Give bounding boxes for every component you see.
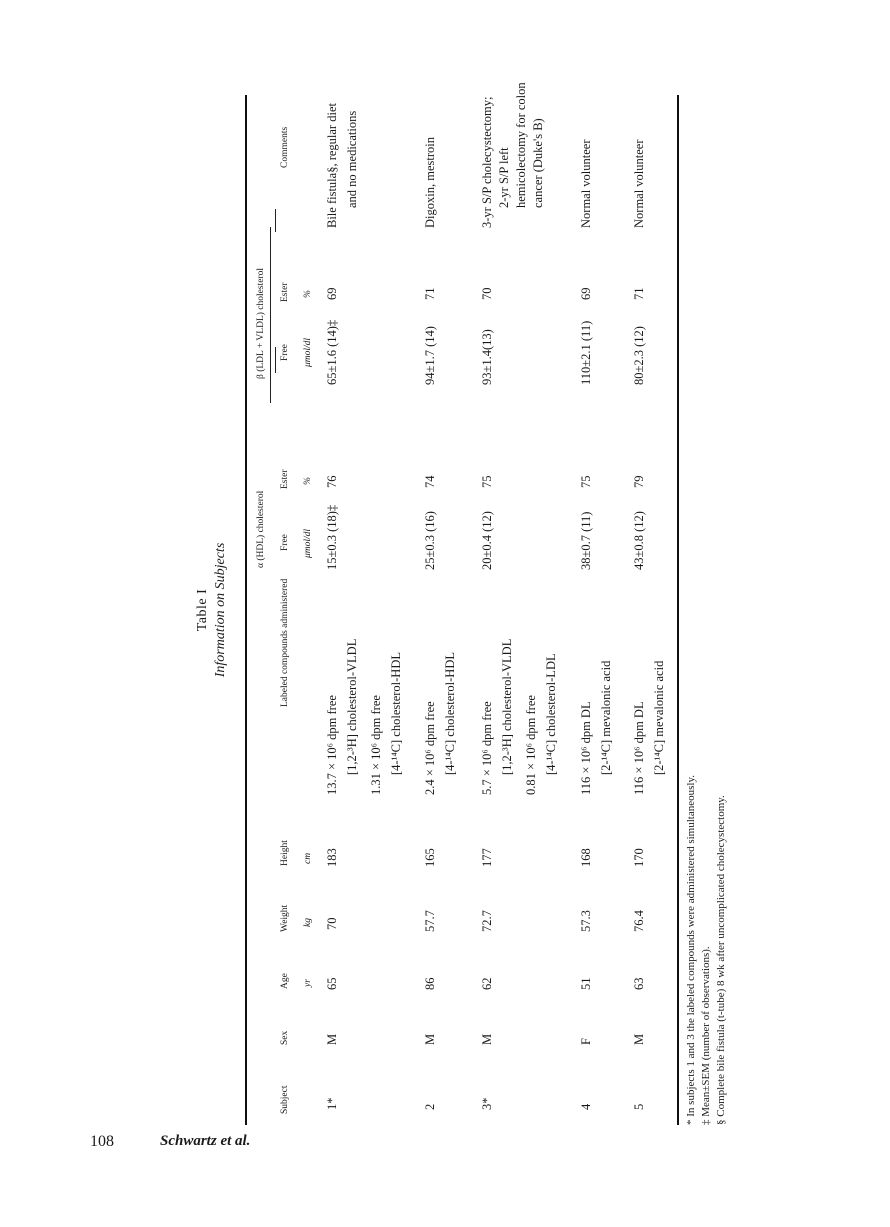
cell-ldl-ester: 69 [579, 287, 593, 300]
header-age: Age [280, 973, 290, 989]
cell-hdl-ester: 75 [480, 475, 494, 488]
header-ldl-group: β (LDL + VLDL) cholesterol [256, 268, 266, 379]
cell-weight: 57.3 [579, 910, 593, 932]
cell-hdl-ester: 75 [579, 475, 593, 488]
cell-hdl-free: 38±0.7 (11) [579, 511, 593, 570]
cell-labeled-line: [2-¹⁴C] mevalonic acid [599, 660, 613, 775]
cell-comments-line: 2-yr S/P left [497, 147, 511, 208]
header-hdl-group: α (HDL) cholesterol [256, 490, 266, 568]
table-label: Table I [195, 588, 210, 632]
cell-labeled-line: [4-¹⁴C] cholesterol-HDL [389, 652, 403, 775]
cell-sex: M [423, 1033, 437, 1045]
page-number: 108 [90, 1133, 114, 1150]
cell-ldl-free: 94±1.7 (14) [423, 326, 437, 385]
cell-weight: 70 [325, 917, 339, 930]
cell-ldl-ester: 70 [480, 287, 494, 300]
cell-age: 86 [423, 977, 437, 990]
cell-hdl-free: 15±0.3 (18)‡ [325, 504, 339, 570]
cell-height: 177 [480, 848, 494, 867]
cell-weight: 76.4 [632, 910, 646, 932]
cell-sex: F [579, 1038, 593, 1045]
cell-labeled-line: 13.7 × 10⁶ dpm free [325, 695, 339, 795]
cell-comments-line: Bile fistula§, regular diet [325, 103, 339, 228]
header-subject: Subject [280, 1085, 290, 1114]
header-ldl-ester: Ester [280, 282, 290, 302]
top-rule [245, 95, 247, 1125]
unit-weight: kg [303, 918, 313, 927]
cell-height: 165 [423, 848, 437, 867]
header-comments: Comments [280, 126, 290, 168]
cell-ldl-free: 65±1.6 (14)‡ [325, 319, 339, 385]
cell-height: 168 [579, 848, 593, 867]
cell-hdl-free: 25±0.3 (16) [423, 511, 437, 570]
cell-labeled-line: [1,2-³H] cholesterol-VLDL [345, 638, 359, 775]
cell-labeled-line: [2-¹⁴C] mevalonic acid [652, 660, 666, 775]
cell-labeled-line: [4-¹⁴C] cholesterol-LDL [544, 653, 558, 775]
footnote: ‡ Mean±SEM (number of observations). [700, 946, 712, 1125]
cell-hdl-ester: 79 [632, 475, 646, 488]
running-head: Schwartz et al. [160, 1133, 251, 1149]
cell-ldl-free: 93±1.4(13) [480, 329, 494, 385]
cell-subject: 2 [423, 1103, 437, 1110]
cell-hdl-ester: 74 [423, 475, 437, 488]
cell-labeled-line: [1,2-³H] cholesterol-VLDL [500, 638, 514, 775]
cell-age: 63 [632, 977, 646, 990]
unit-height: cm [303, 852, 313, 864]
hdl-group-rule [270, 227, 271, 403]
cell-ldl-free: 80±2.3 (12) [632, 326, 646, 385]
cell-comments-line: Normal volunteer [579, 139, 593, 228]
unit-ldl-ester: % [303, 290, 313, 298]
table-title: Information on Subjects [213, 542, 228, 678]
unit-hdl-ester: % [303, 477, 313, 485]
cell-hdl-free: 43±0.8 (12) [632, 511, 646, 570]
cell-weight: 72.7 [480, 910, 494, 932]
cell-ldl-ester: 69 [325, 287, 339, 300]
cell-comments-line: Normal volunteer [632, 139, 646, 228]
footnote: § Complete bile fistula (t-tube) 8 wk after uncomplicated cholecystectomy. [715, 795, 727, 1125]
cell-ldl-free: 110±2.1 (11) [579, 320, 593, 385]
table-1 [195, 82, 845, 1125]
cell-sex: M [632, 1033, 646, 1045]
unit-ldl-free: μmol/dl [303, 337, 313, 367]
header-labeled: Labeled compounds administered [280, 578, 290, 707]
cell-labeled-line: 116 × 10⁶ dpm DL [632, 701, 646, 795]
cell-age: 51 [579, 977, 593, 990]
cell-labeled-line: 116 × 10⁶ dpm DL [579, 701, 593, 795]
cell-height: 183 [325, 848, 339, 867]
header-height: Height [280, 840, 290, 866]
header-hdl-free: Free [280, 534, 290, 551]
cell-ldl-ester: 71 [632, 287, 646, 300]
cell-comments-line: hemicolectomy for colon [514, 82, 528, 208]
cell-weight: 57.7 [423, 910, 437, 932]
cell-subject: 4 [579, 1103, 593, 1110]
cell-comments-line: and no medications [345, 110, 359, 208]
cell-labeled-line: 1.31 × 10⁶ dpm free [369, 695, 383, 795]
footnote: * In subjects 1 and 3 the labeled compounds were administered simultaneously. [685, 775, 697, 1125]
cell-ldl-ester: 71 [423, 287, 437, 300]
cell-labeled-line: 5.7 × 10⁶ dpm free [480, 701, 494, 795]
cell-sex: M [325, 1033, 339, 1045]
header-sex: Sex [280, 1030, 290, 1045]
unit-age: yr [303, 979, 313, 987]
header-hdl-ester: Ester [280, 469, 290, 489]
cell-comments-line: cancer (Duke's B) [531, 118, 545, 208]
cell-subject: 1* [325, 1097, 339, 1110]
cell-age: 62 [480, 977, 494, 990]
cell-hdl-ester: 76 [325, 475, 339, 488]
cell-labeled-line: 0.81 × 10⁶ dpm free [524, 695, 538, 795]
cell-comments-line: Digoxin, mestroin [423, 137, 437, 228]
cell-labeled-line: [4-¹⁴C] cholesterol-HDL [443, 652, 457, 775]
cell-hdl-free: 20±0.4 (12) [480, 511, 494, 570]
cell-subject: 3* [480, 1097, 494, 1110]
unit-hdl-free: μmol/dl [303, 528, 313, 558]
header-ldl-free: Free [280, 344, 290, 361]
header-weight: Weight [280, 904, 290, 932]
cell-subject: 5 [632, 1103, 646, 1110]
cell-age: 65 [325, 977, 339, 990]
cell-sex: M [480, 1033, 494, 1045]
cell-height: 170 [632, 848, 646, 867]
cell-comments-line: 3-yr S/P cholecystectomy; [480, 96, 494, 228]
cell-labeled-line: 2.4 × 10⁶ dpm free [423, 701, 437, 795]
bottom-rule [677, 95, 679, 1125]
